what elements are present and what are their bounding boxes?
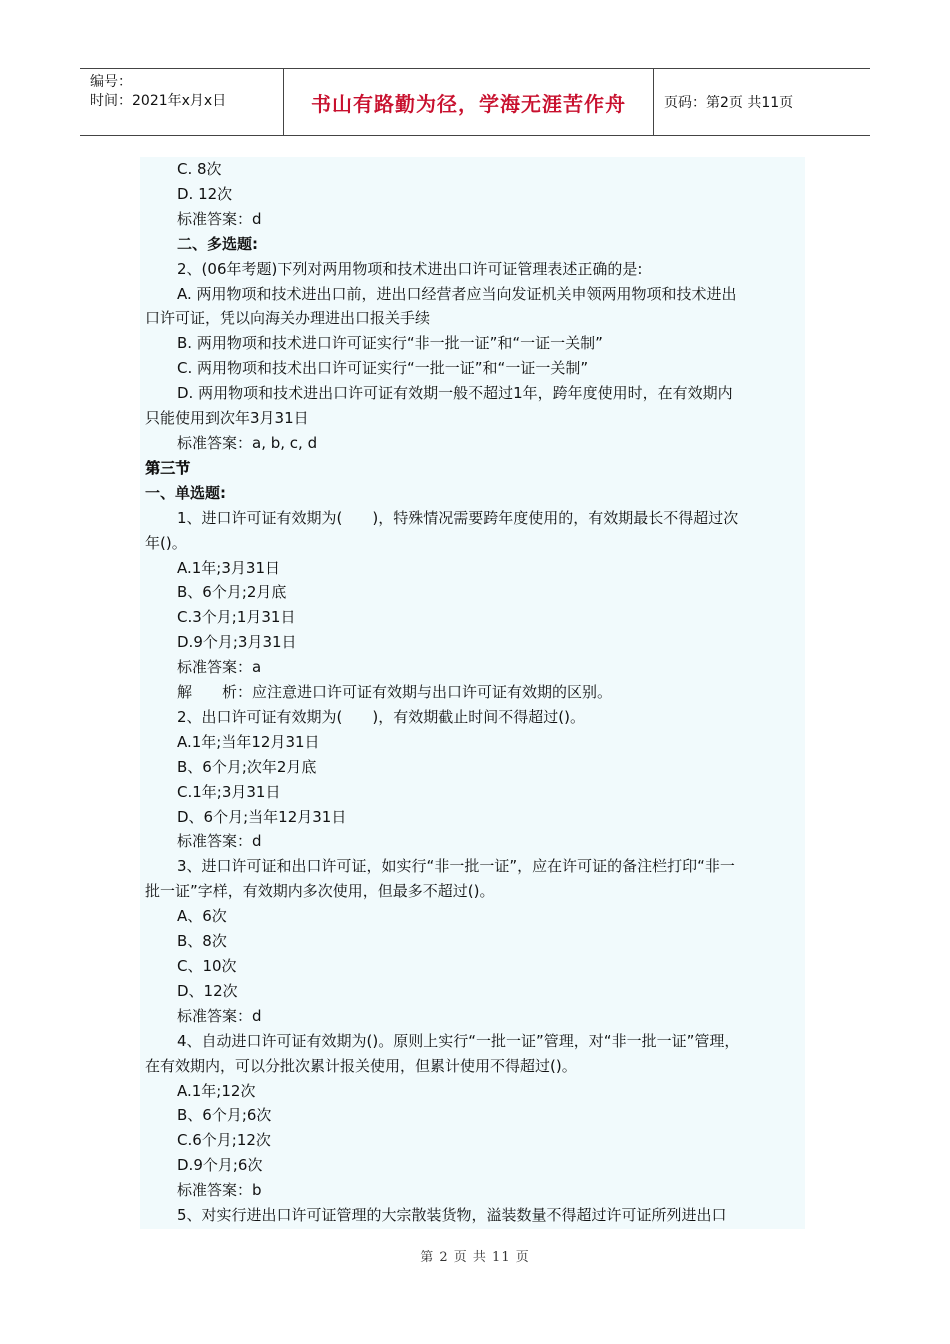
text-line: A.1年;当年12月31日 bbox=[177, 732, 320, 751]
text-line: 2、出口许可证有效期为( )，有效期截止时间不得超过()。 bbox=[177, 707, 585, 726]
text-line: C.6个月;12次 bbox=[177, 1131, 271, 1150]
document-number-label: 编号： bbox=[90, 74, 132, 90]
text-line: C、10次 bbox=[177, 957, 237, 975]
text-line: 标准答案：d bbox=[177, 832, 262, 851]
text-line: A、6次 bbox=[177, 907, 227, 926]
text-line: C. 8次 bbox=[177, 160, 222, 178]
text-line: 标准答案：b bbox=[177, 1181, 262, 1200]
text-line: B、6个月;2月底 bbox=[177, 583, 287, 602]
text-line: 标准答案：a, b, c, d bbox=[177, 433, 318, 452]
page-header bbox=[80, 68, 870, 136]
text-line: A.1年;3月31日 bbox=[177, 558, 280, 577]
text-line: D.9个月;3月31日 bbox=[177, 633, 297, 652]
text-line: D、6个月;当年12月31日 bbox=[177, 807, 347, 826]
text-line: 标准答案：a bbox=[177, 658, 262, 677]
text-line: 年()。 bbox=[145, 533, 187, 552]
text-line: 3、进口许可证和出口许可证，如实行“非一批一证”，应在许可证的备注栏打印“非一 bbox=[177, 857, 735, 876]
text-line: 4、自动进口许可证有效期为()。原则上实行“一批一证”管理，对“非一批一证”管理， bbox=[177, 1031, 740, 1050]
section-heading: 第三节 bbox=[145, 458, 191, 477]
page-footer: 第 2 页 共 11 页 bbox=[420, 1250, 530, 1265]
text-line: D.9个月;6次 bbox=[177, 1156, 263, 1175]
text-line: C. 两用物项和技术出口许可证实行“一批一证”和“一证一关制” bbox=[177, 359, 589, 378]
text-line: 标准答案：d bbox=[177, 1006, 262, 1025]
text-line: D. 两用物项和技术进出口许可证有效期一般不超过1年，跨年度使用时，在有效期内 bbox=[177, 384, 733, 403]
text-line: B、6个月;6次 bbox=[177, 1106, 272, 1125]
header-motto: 书山有路勤为径，学海无涯苦作舟 bbox=[283, 69, 654, 135]
section-heading: 二、多选题: bbox=[177, 234, 258, 253]
text-line: B、8次 bbox=[177, 932, 227, 951]
text-line: C.1年;3月31日 bbox=[177, 782, 281, 801]
section-heading: 一、单选题: bbox=[145, 483, 226, 502]
text-line: 只能使用到次年3月31日 bbox=[145, 409, 309, 428]
text-line: 在有效期内，可以分批次累计报关使用，但累计使用不得超过()。 bbox=[145, 1056, 577, 1075]
text-line: B、6个月;次年2月底 bbox=[177, 757, 317, 776]
text-line: 2、(06年考题)下列对两用物项和技术进出口许可证管理表述正确的是: bbox=[177, 259, 643, 278]
text-line: 标准答案：d bbox=[177, 209, 262, 228]
document-date: 时间：2021年x月x日 bbox=[90, 93, 227, 109]
text-line: D、12次 bbox=[177, 981, 238, 1000]
text-line: C.3个月;1月31日 bbox=[177, 608, 296, 627]
text-line: 解 析：应注意进口许可证有效期与出口许可证有效期的区别。 bbox=[177, 683, 613, 702]
text-line: A. 两用物项和技术进出口前，进出口经营者应当向发证机关申领两用物项和技术进出 bbox=[177, 284, 737, 303]
text-line: A.1年;12次 bbox=[177, 1081, 256, 1100]
text-line: 口许可证，凭以向海关办理进出口报关手续 bbox=[145, 309, 431, 328]
text-line: 批一证”字样，有效期内多次使用，但最多不超过()。 bbox=[145, 882, 495, 901]
text-line: 1、进口许可证有效期为( )，特殊情况需要跨年度使用的，有效期最长不得超过次 bbox=[177, 508, 739, 527]
text-line: D. 12次 bbox=[177, 184, 233, 203]
text-line: B. 两用物项和技术进口许可证实行“非一批一证”和“一证一关制” bbox=[177, 334, 603, 353]
header-page-info: 页码：第2页 共11页 bbox=[664, 95, 794, 111]
document-body bbox=[140, 157, 805, 1229]
header-meta bbox=[80, 69, 283, 135]
text-line: 5、对实行进出口许可证管理的大宗散装货物，溢装数量不得超过许可证所列进出口 bbox=[177, 1206, 727, 1225]
